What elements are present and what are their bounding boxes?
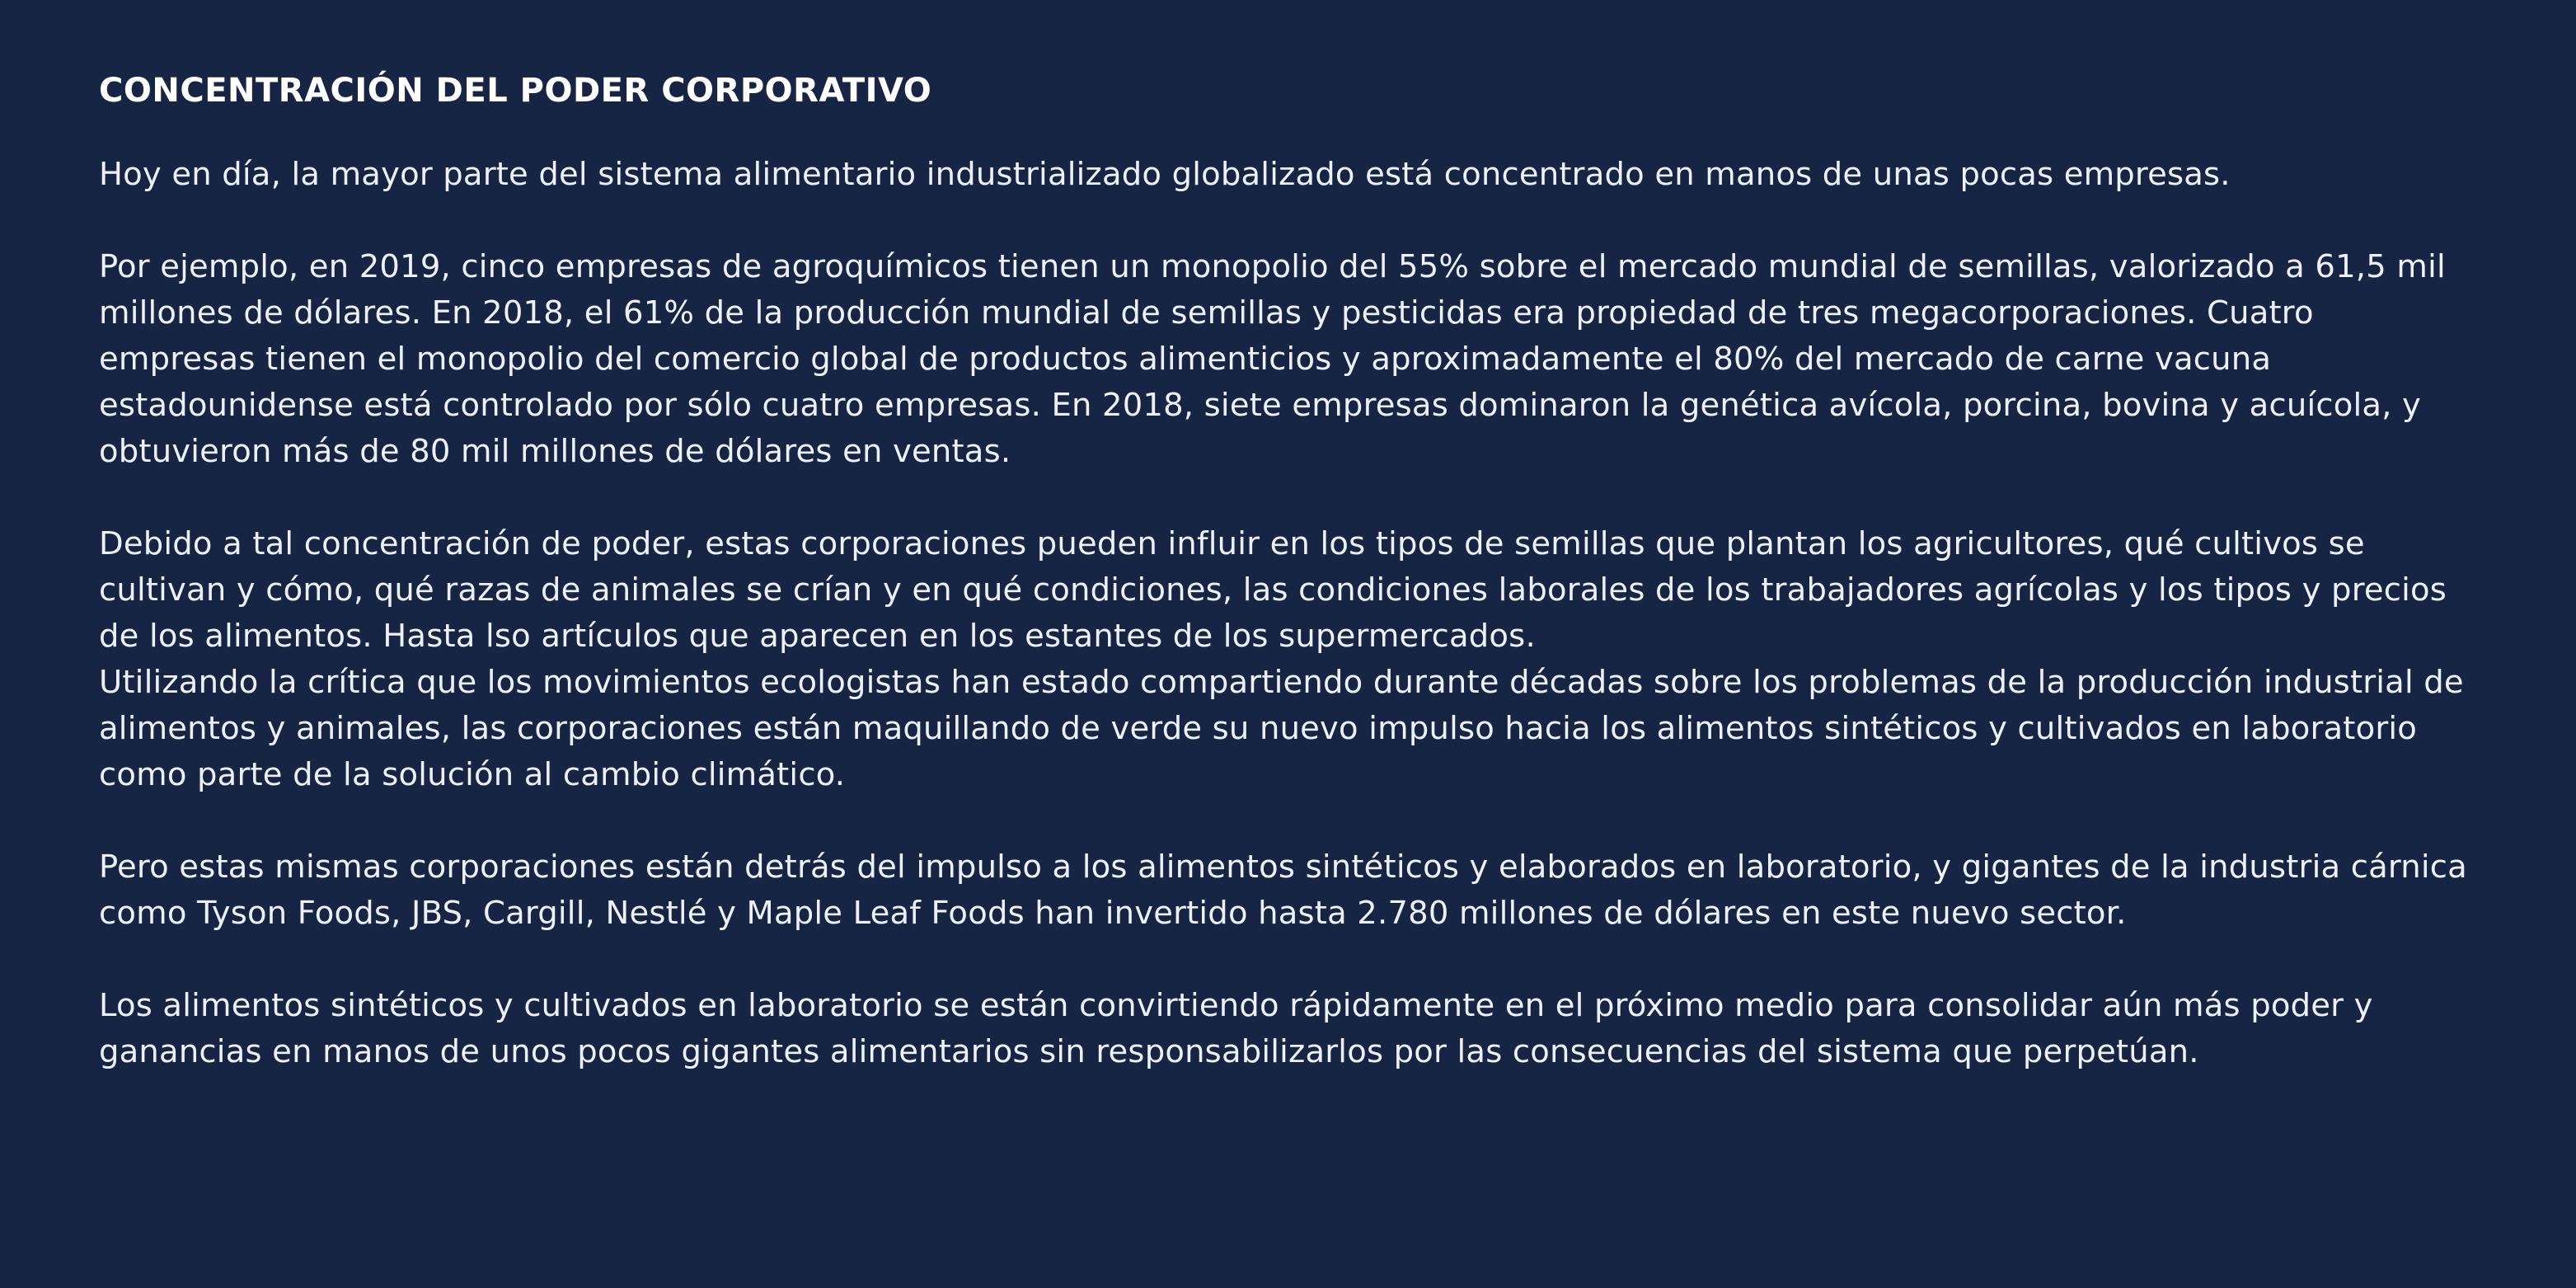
paragraph-influence: Debido a tal concentración de poder, estas corporaciones pueden influir en los tipos de semillas que plantan los agricultores, qué cultivos se cultivan y cómo, qué razas de animales se crían y en qué condiciones, las condiciones laborales de los trabajadores agrícolas y los tipos y precios de los alimentos. Hasta lso artículos que aparecen en los estantes de los supermercados.	[99, 525, 2447, 655]
body-text	[99, 152, 2473, 1075]
paragraph-investment: Pero estas mismas corporaciones están detrás del impulso a los alimentos sintéticos y elaborados en laboratorio, y gigantes de la industria cárnica como Tyson Foods, JBS, Cargill, Nestlé y Maple Leaf Foods han invertido hasta 2.780 millones de dólares en este nuevo sector.	[99, 848, 2467, 932]
paragraph-intro: Hoy en día, la mayor parte del sistema alimentario industrializado globalizado está concentrado en manos de unas pocas empresas.	[99, 156, 2231, 193]
paragraph-statistics: Por ejemplo, en 2019, cinco empresas de agroquímicos tienen un monopolio del 55% sobre el mercado mundial de semillas, valorizado a 61,5 mil millones de dólares. En 2018, el 61% de la producción mundial de semillas y pesticidas era propiedad de tres megacorporaciones. Cuatro empresas tienen el monopolio del comercio global de productos alimenticios y aproximadamente el 80% del mercado de carne vacuna estadounidense está controlado por sólo cuatro empresas. En 2018, siete empresas dominaron la genética avícola, porcina, bovina y acuícola, y obtuvieron más de 80 mil millones de dólares en ventas.	[99, 248, 2446, 470]
paragraph-greenwashing: Utilizando la crítica que los movimientos ecologistas han estado compartiendo durante décadas sobre los problemas de la producción industrial de alimentos y animales, las corporaciones están maquillando de verde su nuevo impulso hacia los alimentos sintéticos y cultivados en laboratorio como parte de la solución al cambio climático.	[99, 664, 2464, 793]
paragraph-conclusion: Los alimentos sintéticos y cultivados en laboratorio se están convirtiendo rápidamente en el próximo medio para consolidar aún más poder y ganancias en manos de unos pocos gigantes alimentarios sin responsabilizarlos por las consecuencias del sistema que perpetúan.	[99, 987, 2373, 1070]
section-title: CONCENTRACIÓN DEL PODER CORPORATIVO	[99, 72, 932, 110]
